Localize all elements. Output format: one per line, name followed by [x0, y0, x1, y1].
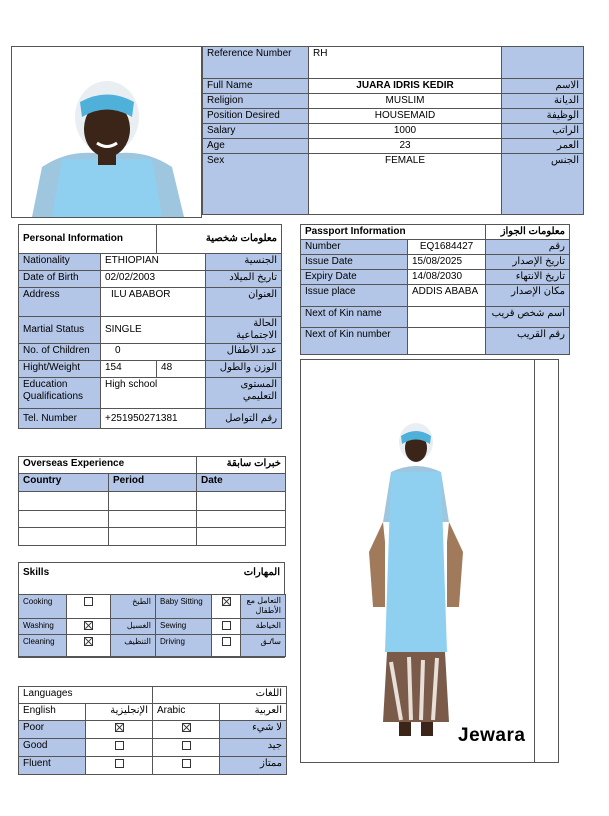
overseas-cell: [19, 492, 109, 511]
overseas-cell: [109, 511, 197, 528]
checkbox-icon: [115, 759, 124, 768]
position-label: Position Desired: [203, 109, 309, 124]
skill-cooking-ar: الطبخ: [111, 595, 156, 619]
kin-name-label: Next of Kin name: [301, 307, 408, 328]
position-ar: الوظيفة: [502, 109, 584, 124]
lang-good-ar-check: [153, 739, 220, 757]
marital-label: Martial Status: [19, 317, 101, 344]
checkbox-icon: [222, 621, 231, 630]
dob-ar: تاريخ الميلاد: [206, 271, 282, 288]
personal-info-table: [18, 224, 282, 429]
kin-name-ar: اسم شخص قريب: [486, 307, 570, 328]
skill-babysitting-label: Baby Sitting: [156, 595, 212, 619]
checked-checkbox-icon: [115, 723, 124, 732]
nationality-ar: الجنسية: [206, 254, 282, 271]
checkbox-icon: [222, 637, 231, 646]
fullname-value: JUARA IDRIS KEDIR: [309, 79, 502, 94]
skill-cleaning-ar: التنظيف: [111, 635, 156, 657]
skill-cooking-label: Cooking: [19, 595, 67, 619]
skills-section: [18, 562, 285, 658]
languages-table: [18, 686, 287, 775]
lang-fluent-ar: ممتاز: [220, 757, 287, 775]
frame-divider: [534, 360, 535, 762]
expiry-date-ar: تاريخ الانتهاء: [486, 270, 570, 285]
sex-ar: الجنس: [502, 154, 584, 215]
address-label: Address: [19, 288, 101, 317]
tel-label: Tel. Number: [19, 409, 101, 429]
weight-value: 48: [157, 361, 206, 378]
header-table: [202, 46, 584, 215]
age-ar: العمر: [502, 139, 584, 154]
checkbox-icon: [182, 759, 191, 768]
lang-fluent-en-check: [86, 757, 153, 775]
dob-value: 02/02/2003: [101, 271, 206, 288]
expiry-date-label: Expiry Date: [301, 270, 408, 285]
skill-sewing-check: [212, 619, 241, 635]
skill-washing-label: Washing: [19, 619, 67, 635]
overseas-cell: [197, 528, 286, 546]
passport-title: Passport Information: [301, 225, 486, 240]
children-ar: عدد الأطفال: [206, 344, 282, 361]
passport-number-ar: رقم: [486, 240, 570, 255]
kin-number-ar: رقم القريب: [486, 328, 570, 355]
skill-sewing-ar: الخياطة: [241, 619, 286, 635]
sex-label: Sex: [203, 154, 309, 215]
lang-poor-en-check: [86, 721, 153, 739]
lang-good-label: Good: [19, 739, 86, 757]
languages-title: Languages: [19, 687, 153, 704]
skill-cleaning-check: [67, 635, 111, 657]
overseas-table: [18, 456, 286, 546]
checked-checkbox-icon: [84, 621, 93, 630]
full-body-photo-frame: [300, 359, 559, 763]
education-label: Education Qualifications: [19, 378, 101, 409]
skill-washing-check: [67, 619, 111, 635]
checkbox-icon: [84, 597, 93, 606]
overseas-cell: [197, 492, 286, 511]
english-ar: الإنجليزية: [86, 704, 153, 721]
overseas-cell: [19, 528, 109, 546]
issue-place-ar: مكان الإصدار: [486, 285, 570, 307]
dob-label: Date of Birth: [19, 271, 101, 288]
lang-poor-ar-check: [153, 721, 220, 739]
skills-table: [18, 594, 286, 657]
expiry-date-value: 14/08/2030: [408, 270, 486, 285]
checked-checkbox-icon: [84, 637, 93, 646]
brand-watermark: Jewara: [458, 725, 526, 746]
marital-value: SINGLE: [101, 317, 206, 344]
skill-sewing-label: Sewing: [156, 619, 212, 635]
overseas-title: Overseas Experience: [19, 457, 197, 474]
height-weight-label: Hight/Weight: [19, 361, 101, 378]
reference-label: Reference Number: [203, 47, 309, 79]
issue-date-ar: تاريخ الإصدار: [486, 255, 570, 270]
skill-babysitting-ar: التعامل مع الأطفال: [241, 595, 286, 619]
overseas-col-date: Date: [197, 474, 286, 492]
skill-cooking-check: [67, 595, 111, 619]
kin-name-value: [408, 307, 486, 328]
lang-poor-ar: لا شيء: [220, 721, 287, 739]
skill-driving-check: [212, 635, 241, 657]
height-value: 154: [101, 361, 157, 378]
passport-title-ar: معلومات الجواز: [486, 225, 570, 240]
english-label: English: [19, 704, 86, 721]
nationality-value: ETHIOPIAN: [101, 254, 206, 271]
checked-checkbox-icon: [222, 597, 231, 606]
marital-ar: الحالة الاجتماعية: [206, 317, 282, 344]
skills-title-ar: المهارات: [243, 567, 280, 578]
arabic-label: Arabic: [153, 704, 220, 721]
education-ar: المستوى التعليمي: [206, 378, 282, 409]
religion-label: Religion: [203, 94, 309, 109]
overseas-col-period: Period: [109, 474, 197, 492]
tel-value: +251950271381: [101, 409, 206, 429]
age-label: Age: [203, 139, 309, 154]
overseas-cell: [19, 511, 109, 528]
salary-label: Salary: [203, 124, 309, 139]
issue-place-value: ADDIS ABABA: [408, 285, 486, 307]
salary-value: 1000: [309, 124, 502, 139]
full-body-photo: [361, 422, 471, 742]
lang-fluent-label: Fluent: [19, 757, 86, 775]
nationality-label: Nationality: [19, 254, 101, 271]
reference-value: RH: [309, 47, 502, 79]
age-value: 23: [309, 139, 502, 154]
passport-info-table: [300, 224, 570, 355]
children-value: 0: [101, 344, 206, 361]
skill-driving-label: Driving: [156, 635, 212, 657]
religion-value: MUSLIM: [309, 94, 502, 109]
children-label: No. of Children: [19, 344, 101, 361]
passport-number-value: EQ1684427: [408, 240, 486, 255]
lang-good-ar: جيد: [220, 739, 287, 757]
skill-driving-ar: ساٸق: [241, 635, 286, 657]
skills-title: Skills: [23, 567, 50, 578]
height-weight-ar: الوزن والطول: [206, 361, 282, 378]
education-value: High school: [101, 378, 206, 409]
issue-date-value: 15/08/2025: [408, 255, 486, 270]
overseas-cell: [197, 511, 286, 528]
overseas-cell: [109, 528, 197, 546]
skill-cleaning-label: Cleaning: [19, 635, 67, 657]
reference-ar-empty: [502, 47, 584, 79]
arabic-ar: العربية: [220, 704, 287, 721]
sex-value: FEMALE: [309, 154, 502, 215]
address-ar: العنوان: [206, 288, 282, 317]
personal-title: Personal Information: [19, 225, 157, 254]
lang-poor-label: Poor: [19, 721, 86, 739]
checked-checkbox-icon: [182, 723, 191, 732]
overseas-title-ar: خبرات سابقة: [197, 457, 286, 474]
religion-ar: الديانة: [502, 94, 584, 109]
personal-title-ar: معلومات شخصية: [157, 225, 282, 254]
fullname-label: Full Name: [203, 79, 309, 94]
salary-ar: الراتب: [502, 124, 584, 139]
checkbox-icon: [182, 741, 191, 750]
issue-date-label: Issue Date: [301, 255, 408, 270]
passport-number-label: Number: [301, 240, 408, 255]
overseas-cell: [109, 492, 197, 511]
issue-place-label: Issue place: [301, 285, 408, 307]
fullname-ar: الاسم: [502, 79, 584, 94]
address-value: ILU ABABOR: [101, 288, 206, 317]
lang-good-en-check: [86, 739, 153, 757]
skill-washing-ar: الغسيل: [111, 619, 156, 635]
kin-number-value: [408, 328, 486, 355]
tel-ar: رقم التواصل: [206, 409, 282, 429]
position-value: HOUSEMAID: [309, 109, 502, 124]
skill-babysitting-check: [212, 595, 241, 619]
overseas-col-country: Country: [19, 474, 109, 492]
languages-title-ar: اللغات: [153, 687, 287, 704]
lang-fluent-ar-check: [153, 757, 220, 775]
kin-number-label: Next of Kin number: [301, 328, 408, 355]
portrait-photo: [11, 46, 202, 218]
checkbox-icon: [115, 741, 124, 750]
